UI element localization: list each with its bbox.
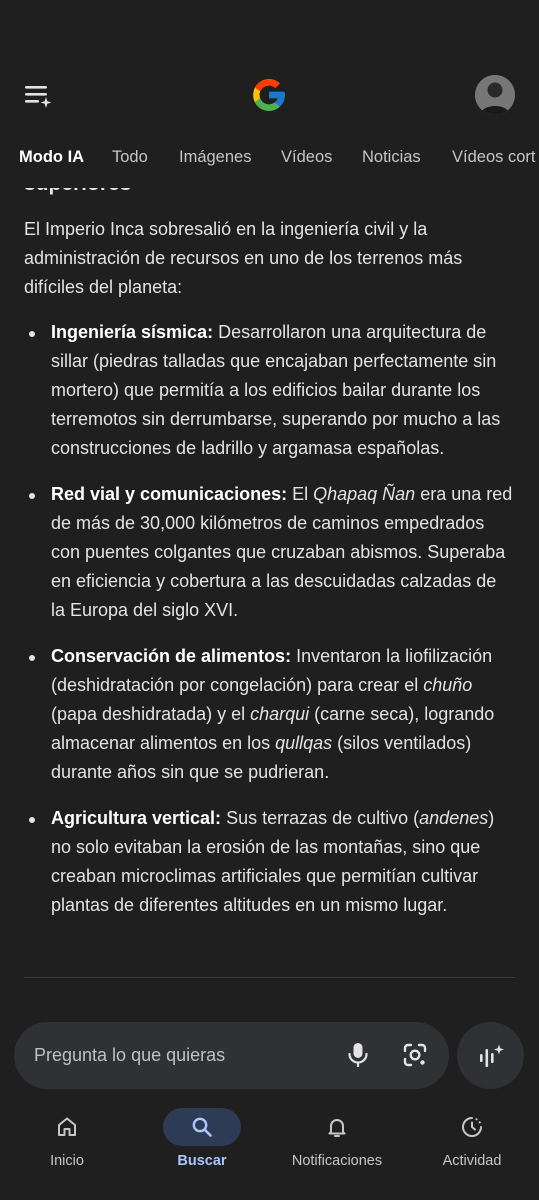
waveform-sparkle-icon [478, 1043, 504, 1069]
nav-buscar[interactable] [147, 1108, 257, 1169]
profile-avatar[interactable] [475, 75, 515, 115]
bell-icon [325, 1115, 349, 1139]
nav-notificaciones[interactable] [282, 1108, 392, 1169]
nav-icon-container [433, 1108, 511, 1146]
list-item [24, 804, 514, 920]
points-list [24, 318, 514, 937]
list-item [24, 642, 514, 787]
ask-input[interactable] [14, 1022, 449, 1089]
nav-label: Inicio [50, 1153, 84, 1169]
point-text: (papa deshidratada) y el [51, 704, 251, 724]
google-logo[interactable] [250, 76, 288, 114]
tab-modo-ia[interactable]: Modo IA [19, 148, 85, 166]
ask-placeholder: Pregunta lo que quieras [34, 1045, 226, 1065]
top-header [0, 0, 539, 188]
tab-videos[interactable]: Vídeos [281, 148, 333, 166]
camera-lens-icon[interactable] [402, 1042, 428, 1068]
point-term: qullqas [275, 733, 333, 753]
point-text: (carne seca), logrando almacenar alimentos en los [51, 704, 495, 753]
home-icon [55, 1115, 79, 1139]
point-text: El [287, 484, 314, 504]
point-text: ) no solo evitaban la erosión de las montañas, sino que creaban microclimas artificiales que permitían cultivar plantas de diferentes altitudes en un mismo lugar. [51, 808, 495, 915]
tab-todo[interactable]: Todo [112, 148, 148, 166]
point-title: Conservación de alimentos: [51, 646, 292, 666]
point-term: chuño [423, 675, 473, 695]
tab-videos-cortos[interactable]: Vídeos cort [452, 148, 536, 166]
point-text: Sus terrazas de cultivo ( [221, 808, 420, 828]
point-term: Qhapaq Ñan [313, 484, 416, 504]
nav-icon-container [298, 1108, 376, 1146]
nav-label: Actividad [442, 1153, 502, 1169]
search-tabs [0, 140, 539, 176]
menu-sparkle-icon[interactable] [22, 82, 54, 110]
nav-icon-container [163, 1108, 241, 1146]
point-term: andenes [419, 808, 489, 828]
tab-imagenes[interactable]: Imágenes [179, 148, 252, 166]
point-term: charqui [250, 704, 310, 724]
point-title: Ingeniería sísmica: [51, 322, 214, 342]
bottom-navigation [0, 1100, 539, 1200]
intro-paragraph: El Imperio Inca sobresalió en la ingeniería civil y la administración de recursos en uno de los terrenos más difíciles del planeta: [24, 219, 463, 297]
point-text: (silos ventilados) durante años sin que se pudrieran. [51, 733, 472, 782]
activity-icon [460, 1115, 484, 1139]
point-title: Agricultura vertical: [51, 808, 222, 828]
point-title: Red vial y comunicaciones: [51, 484, 288, 504]
list-item [24, 318, 514, 463]
nav-label: Notificaciones [291, 1153, 383, 1169]
tab-noticias[interactable]: Noticias [362, 148, 421, 166]
divider [24, 977, 515, 978]
point-text: Desarrollaron una arquitectura de sillar (piedras talladas que encajaban perfectamente sin mortero) que permitía a los edificios bailar durante los terremotos sin derrumbarse, superando por mucho a las construcciones de ladrillo y argamasa españolas. [51, 322, 501, 458]
search-icon [190, 1115, 214, 1139]
nav-actividad[interactable] [417, 1108, 527, 1169]
nav-inicio[interactable] [12, 1108, 122, 1169]
microphone-icon[interactable] [346, 1042, 370, 1068]
point-text: era una red de más de 30,000 kilómetros de caminos empedrados con puentes colgantes que cruzaban abismos. Superaba en eficiencia y cobertura a las descuidadas calzadas de la Europa del siglo XVI. [51, 484, 513, 620]
list-item [24, 480, 514, 625]
point-text: Inventaron la liofilización (deshidratación por congelación) para crear el [51, 646, 493, 695]
nav-icon-container [28, 1108, 106, 1146]
nav-label: Buscar [177, 1153, 227, 1169]
ai-mode-button[interactable] [457, 1022, 524, 1089]
